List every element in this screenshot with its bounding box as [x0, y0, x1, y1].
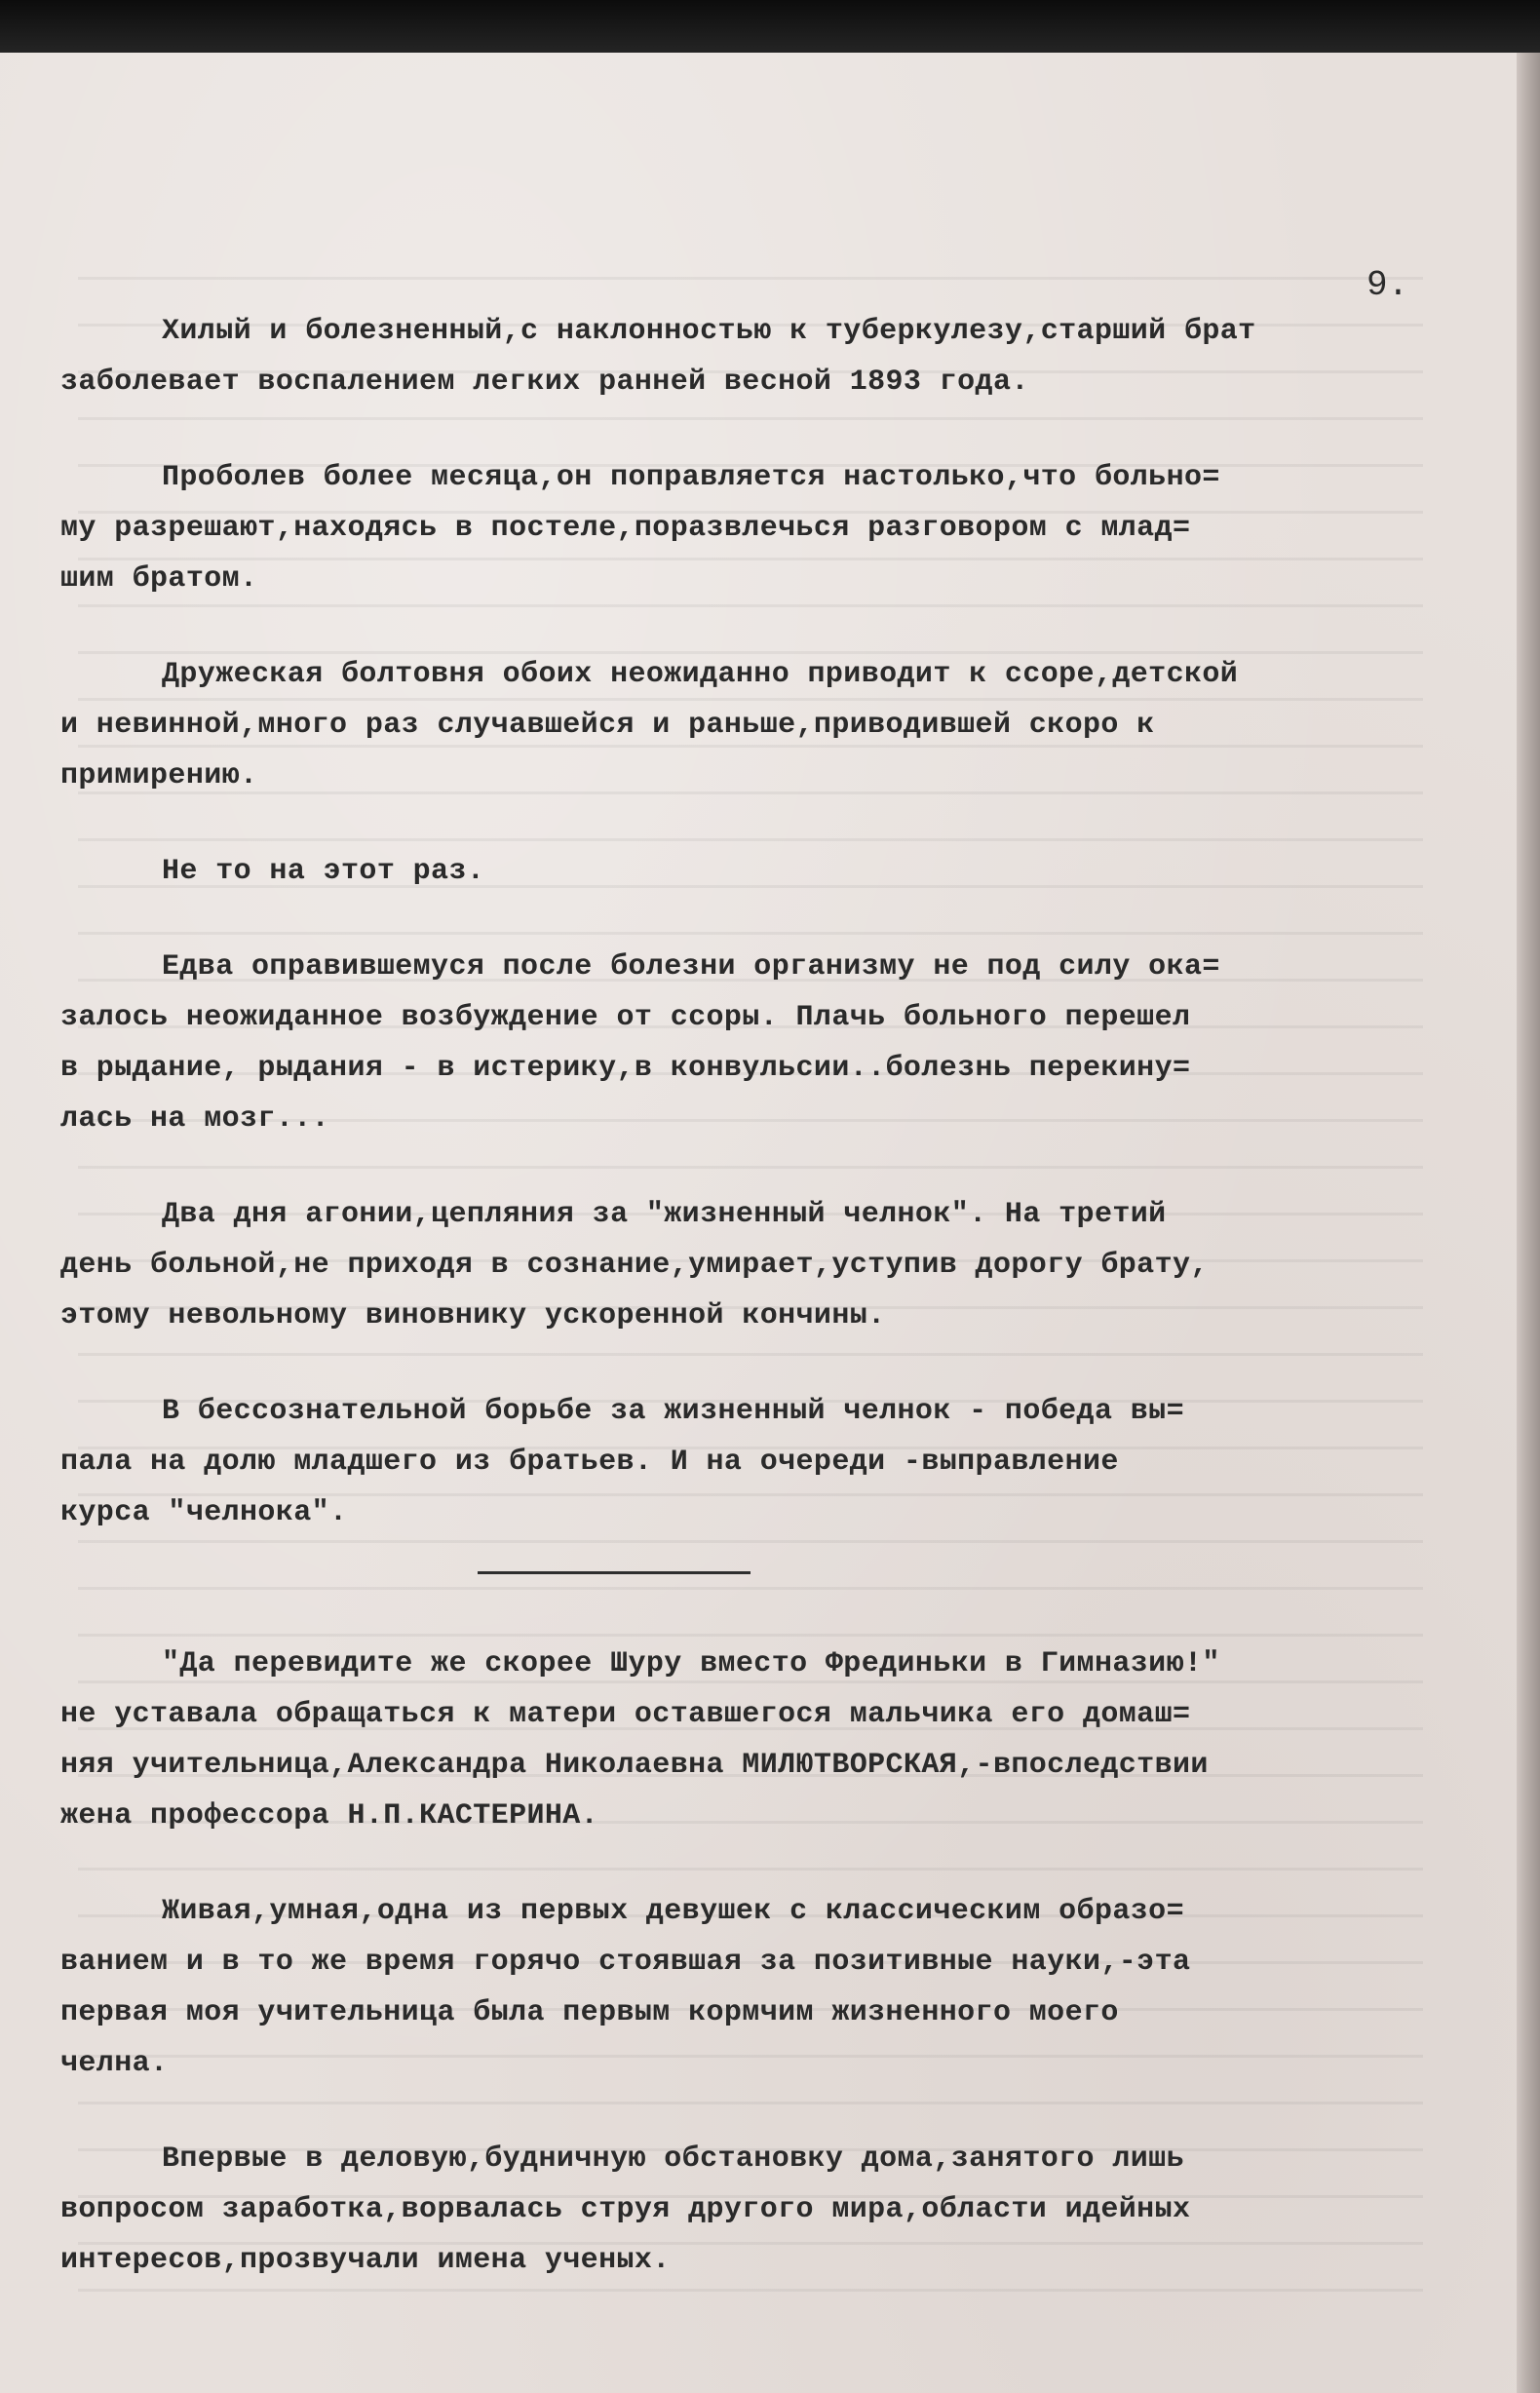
paragraph: "Да перевидите же скорее Шуру вместо Фрединьки в Гимназию!" не уставала обращаться к матери оставшегося мальчика его домаш= няя учительница,Александра Николаевна МИЛЮТВОРСКАЯ,-впоследствии жена профессора Н.П.КАСТЕРИНА. — [60, 1647, 1220, 1833]
paragraph: Два дня агонии,цепляния за "жизненный челнок". На третий день больной,не приходя в сознание,умирает,уступив дорогу брату, этому невольному виновнику ускоренной кончины. — [60, 1198, 1209, 1332]
page-right-edge — [1517, 53, 1540, 2393]
page-number: 9. — [1367, 265, 1409, 305]
paragraph: Едва оправившемуся после болезни организму не под силу ока= залось неожиданное возбуждение от ссоры. Плачь больного перешел в рыдание, рыдания - в истерику,в конвульсии..болезнь перекину= лась на мозг... — [60, 950, 1220, 1136]
paragraph: Проболев более месяца,он поправляется настолько,что больно= му разрешают,находясь в постеле,поразвлечься разговором с млад= шим братом. — [60, 461, 1220, 596]
paragraph: Хилый и болезненный,с наклонностью к туберкулезу,старший брат заболевает воспалением легких ранней весной 1893 года. — [60, 315, 1256, 399]
paragraph: Дружеская болтовня обоих неожиданно приводит к ссоре,детской и невинной,много раз случавшейся и раньше,приводившей скоро к примирению. — [60, 658, 1239, 792]
typewritten-sheet — [0, 53, 1517, 2393]
paragraph: Впервые в деловую,будничную обстановку дома,занятого лишь вопросом заработка,ворвалась струя другого мира,области идейных интересов,прозвучали имена ученых. — [60, 2142, 1191, 2277]
scanner-top-edge — [0, 0, 1540, 57]
section-divider — [478, 1571, 751, 1574]
typed-text-body — [60, 306, 1435, 2331]
paragraph: Живая,умная,одна из первых девушек с классическим образо= ванием и в то же время горячо стоявшая за позитивные науки,-эта первая моя учительница была первым кормчим жизненного моего челна. — [60, 1895, 1191, 2080]
paragraph: Не то на этот раз. — [162, 855, 485, 888]
paragraph: В бессознательной борьбе за жизненный челнок - победа вы= пала на долю младшего из братьев. И на очереди -выправление курса "челнока". — [60, 1395, 1184, 1529]
